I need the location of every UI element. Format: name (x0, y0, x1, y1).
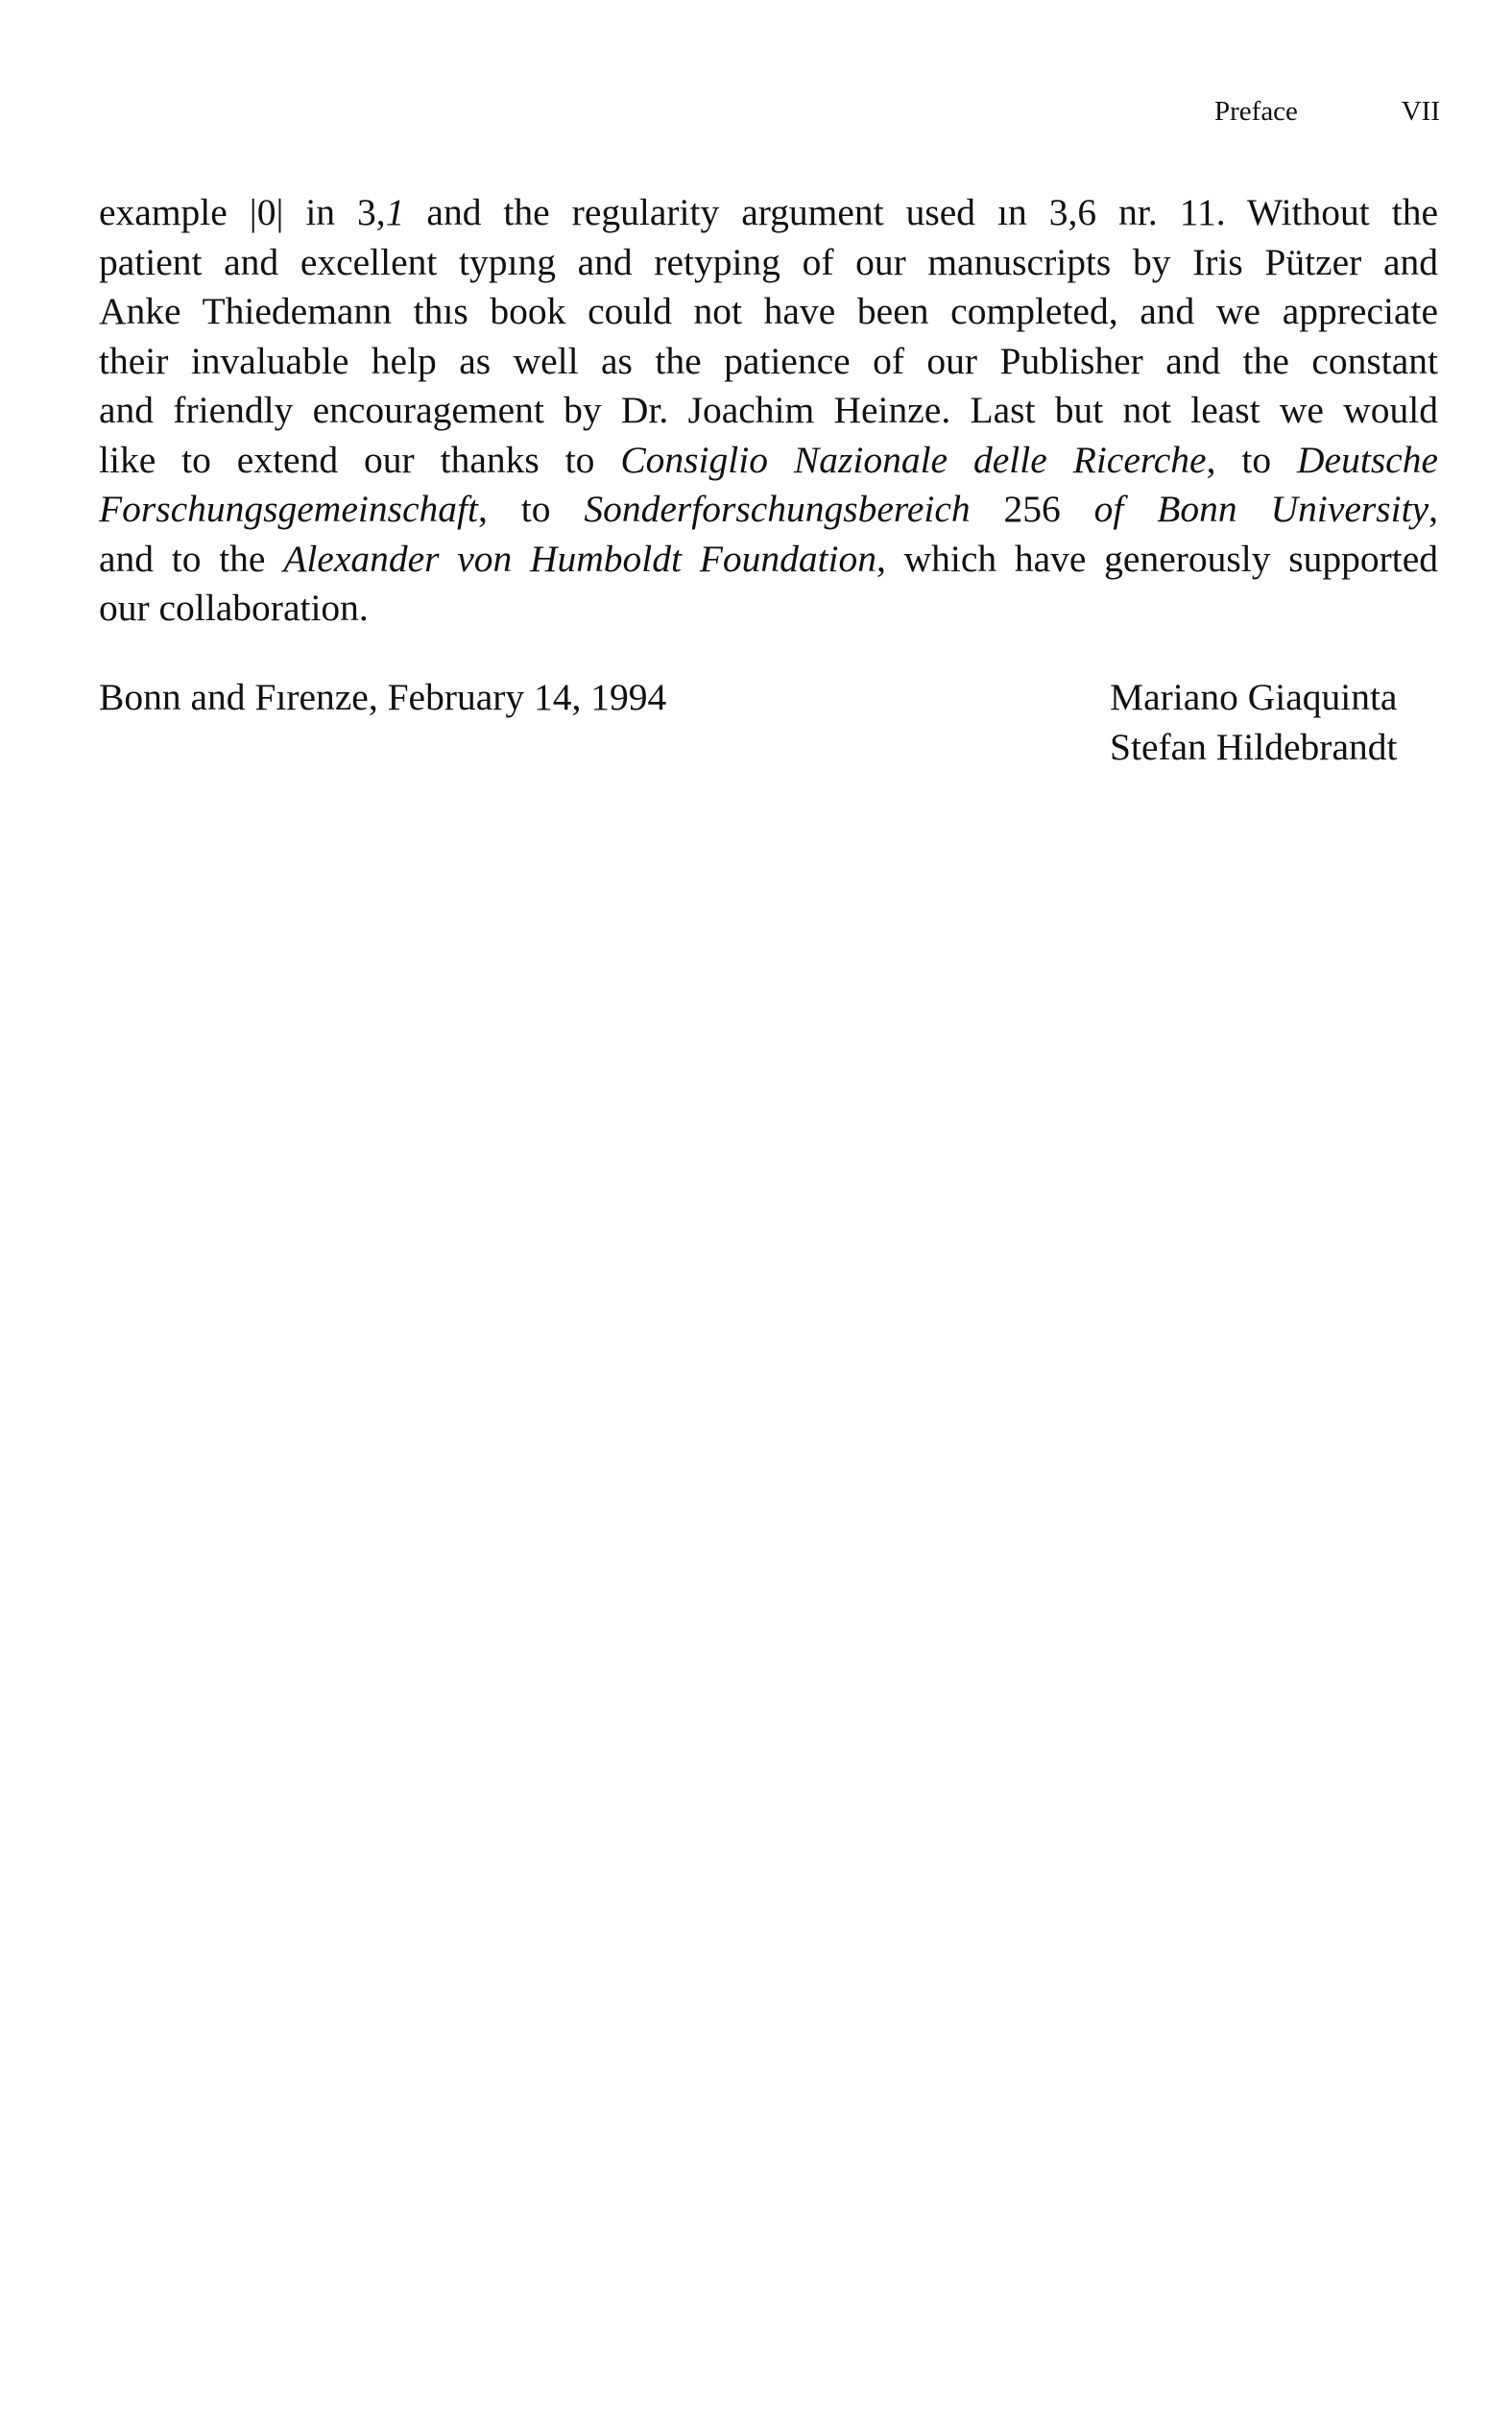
text-run: , which have generously supported (876, 537, 1439, 580)
text-line (99, 535, 1438, 585)
running-head-section: Preface (1214, 96, 1298, 127)
preface-paragraph (99, 188, 1438, 634)
text-run: , (1428, 488, 1438, 530)
text-run: Anke Thiedemann thıs book could not have been completed, and we appreciate (99, 290, 1438, 332)
text-run: patient and excellent typıng and retyping of our manuscripts by Iris Pützer and (99, 240, 1438, 283)
italic-text: Consiglio Nazionale delle Ricerche (620, 438, 1207, 481)
running-head (1152, 92, 1440, 131)
place-and-date: Bonn and Fırenze, February 14, 1994 (99, 676, 667, 718)
author-signatures (1110, 672, 1397, 772)
text-run: our collaboration. (99, 587, 369, 629)
text-line (99, 485, 1438, 535)
text-run: , to (1206, 438, 1298, 481)
page-number: VII (1401, 96, 1440, 127)
text-run: example |0| in 3, (99, 191, 386, 233)
text-run: and to the (99, 537, 284, 580)
text-line (99, 584, 1438, 634)
italic-text: 1 (385, 191, 405, 233)
italic-text: Deutsche (1297, 438, 1438, 481)
text-run: their invaluable help as well as the patience of our Publisher and the constant (99, 339, 1438, 382)
text-line (99, 337, 1438, 387)
text-run: and the regularity argument used ın 3,6 nr. 11. Without the (404, 191, 1438, 233)
text-run: and friendly encouragement by Dr. Joachim Heinze. Last but not least we would (99, 389, 1438, 431)
italic-text: Alexander von Humboldt Foundation (283, 537, 877, 580)
author-name: Mariano Giaquinta (1110, 676, 1398, 718)
text-line (99, 287, 1438, 337)
text-run: 256 (970, 488, 1094, 530)
italic-text: of Bonn University (1093, 488, 1429, 530)
text-line (99, 238, 1438, 288)
text-line (99, 386, 1438, 436)
italic-text: Sonderforschungsbereich (584, 488, 971, 530)
text-run: like to extend our thanks to (99, 438, 621, 481)
author-name: Stefan Hildebrandt (1110, 726, 1398, 768)
text-run: , to (477, 488, 585, 530)
italic-text: Forschungsgemeinschaft (99, 488, 478, 530)
text-line (99, 188, 1438, 238)
text-line (99, 436, 1438, 486)
